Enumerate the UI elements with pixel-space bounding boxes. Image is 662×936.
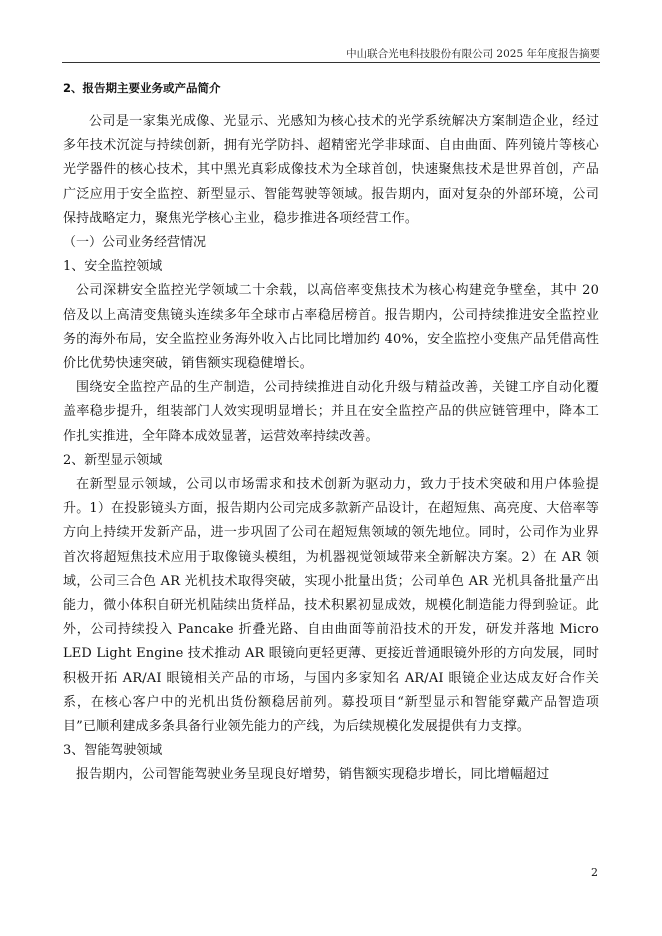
subsection-heading: （一）公司业务经营情况 <box>63 235 207 251</box>
document-body <box>63 76 599 788</box>
item-heading-display: 2、新型显示领域 <box>63 452 163 468</box>
section-title: 2、报告期主要业务或产品简介 <box>63 81 221 95</box>
item-heading-driving: 3、智能驾驶领域 <box>63 743 163 759</box>
running-header: 中山联合光电科技股份有限公司 2025 年年度报告摘要 <box>346 48 600 60</box>
intro-paragraph: 公司是一家集光成像、光显示、光感知为核心技术的光学系统解决方案制造企业，经过多年技术沉淀与持续创新，拥有光学防抖、超精密光学非球面、自由曲面、阵列镜片等核心光学器件的核心技术，其中黑光真彩成像技术为全球首创，快速聚焦技术是世界首创，产品广泛应用于安全监控、新型显示、智能驾驶等领域。报告期内，面对复杂的外部环境，公司保持战略定力，聚焦光学核心主业，稳步推进各项经营工作。 <box>63 114 599 226</box>
item-heading-security: 1、安全监控领域 <box>63 259 163 275</box>
paragraph-driving-1: 报告期内，公司智能驾驶业务呈现良好增势，销售额实现稳步增长，同比增幅超过 <box>76 767 550 783</box>
header-divider <box>62 62 600 63</box>
page-number: 2 <box>591 866 598 879</box>
paragraph-display-1: 在新型显示领域，公司以市场需求和技术创新为驱动力，致力于技术突破和用户体验提升。1）在投影镜头方面，报告期内公司完成多款新产品设计，在超短焦、高亮度、大倍率等方向上持续开发新产品，进一步巩固了公司在超短焦领域的领先地位。同时，公司作为业界首次将超短焦技术应用于取像镜头模组，为机器视觉领域带来全新解决方案。2）在 AR 领域，公司三合色 AR 光机技术取得突破，实现小批量出货；公司单色 AR 光机具备批量产出能力，微小体积自研光机陆续出货样品，技术积累初显成效，规模化制造能力得到验证。此外，公司持续投入 Pancake 折叠光路、自由曲面等前沿技术的开发，研发并落地 Micro LED Light Engine 技术推动 AR 眼镜向更轻更薄、更接近普通眼镜外形的方向发展，同时积极开拓 AR/AI 眼镜相关产品的市场，与国内多家知名 AR/AI 眼镜企业达成友好合作关系，在核心客户中的光机出货份额稳居前列。募投项目“新型显示和智能穿戴产品智造项目”已顺利建成多条具备行业领先能力的产线，为后续规模化发展提供有力支撑。 <box>63 477 599 735</box>
paragraph-security-2: 围绕安全监控产品的生产制造，公司持续推进自动化升级与精益改善，关键工序自动化覆盖率稳步提升，组装部门人效实现明显增长；并且在安全监控产品的供应链管理中，降本工作扎实推进，全年降本成效显著，运营效率持续改善。 <box>63 380 599 444</box>
paragraph-security-1: 公司深耕安全监控光学领域二十余载，以高倍率变焦技术为核心构建竞争壁垒，其中 20 倍及以上高清变焦镜头连续多年全球市占率稳居榜首。报告期内，公司持续推进安全监控业务的海外布局，安全监控业务海外收入占比同比增加约 40%，安全监控小变焦产品凭借高性价比优势快速突破，销售额实现稳健增长。 <box>63 283 599 372</box>
